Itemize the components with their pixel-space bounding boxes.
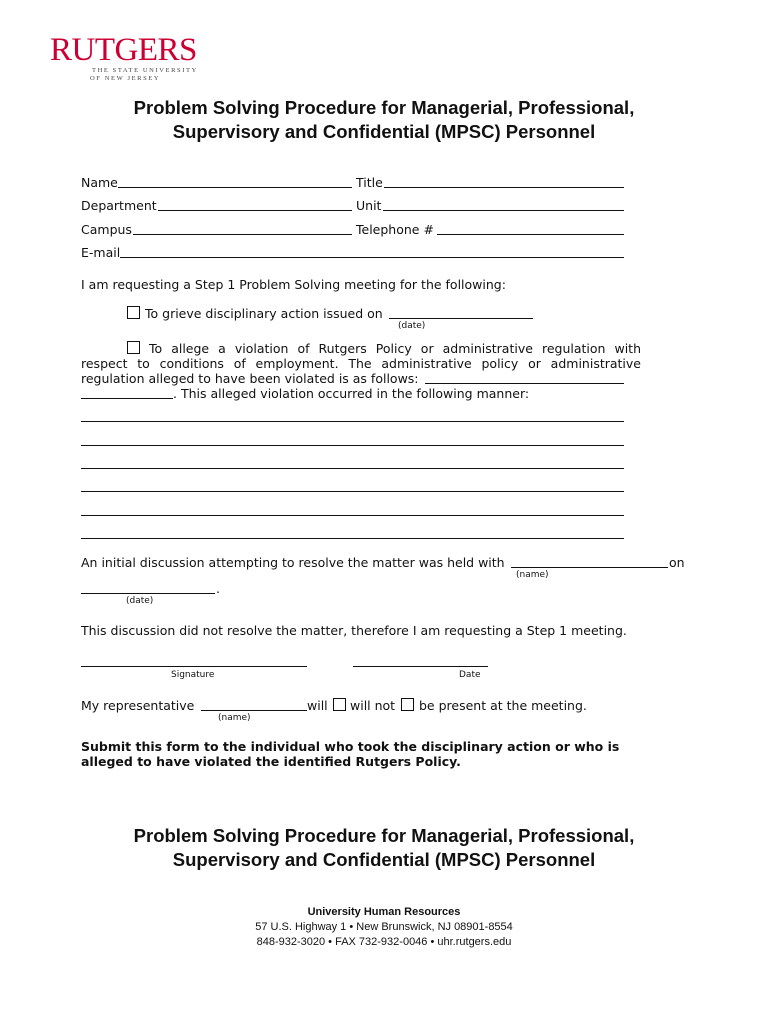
footer-org: University Human Resources	[307, 906, 461, 918]
policy-field-b[interactable]	[81, 398, 173, 399]
rutgers-logo	[50, 34, 198, 83]
discussion-period: .	[216, 581, 220, 596]
signature-caption: Signature	[171, 670, 215, 680]
manner-line-6[interactable]	[81, 538, 624, 539]
grieve-date-field[interactable]	[389, 318, 533, 319]
representative-name-field[interactable]	[201, 710, 307, 711]
will-checkbox[interactable]	[333, 698, 346, 711]
telephone-label: Telephone #	[356, 222, 434, 237]
not-resolved-text: This discussion did not resolve the matter, therefore I am requesting a Step 1 meeting.	[81, 623, 627, 638]
submit-note-line1: Submit this form to the individual who took the disciplinary action or who is	[81, 739, 620, 754]
discussion-date-caption: (date)	[126, 596, 154, 606]
footer-title	[0, 824, 768, 872]
allege-checkbox[interactable]	[127, 341, 140, 354]
allege-line3: regulation alleged to have been violated is as follows:	[81, 371, 419, 386]
signature-date-field[interactable]	[353, 666, 488, 667]
email-field[interactable]	[120, 257, 624, 258]
grieve-label: To grieve disciplinary action issued on	[145, 306, 383, 321]
manner-line-5[interactable]	[81, 515, 624, 516]
title-field[interactable]	[384, 187, 624, 188]
logo-wordmark: RUTGERS	[50, 32, 197, 68]
signature-field[interactable]	[81, 666, 307, 667]
discussion-name-caption: (name)	[516, 570, 549, 580]
logo-subtitle-line1: THE STATE UNIVERSITY	[92, 67, 198, 74]
allege-line4: . This alleged violation occurred in the following manner:	[173, 386, 530, 401]
page-title	[0, 96, 768, 144]
representative-name-caption: (name)	[218, 713, 251, 723]
manner-line-3[interactable]	[81, 468, 624, 469]
manner-line-4[interactable]	[81, 491, 624, 492]
title-label: Title	[356, 175, 383, 190]
submit-note	[81, 739, 619, 769]
footer-title-line1: Problem Solving Procedure for Managerial, Professional,	[133, 825, 635, 846]
name-label: Name	[81, 175, 118, 190]
will-not-label: will not	[350, 698, 396, 713]
logo-subtitle-line2: OF NEW JERSEY	[90, 75, 161, 82]
discussion-date-field[interactable]	[81, 593, 215, 594]
name-field[interactable]	[118, 187, 352, 188]
footer-title-line2: Supervisory and Confidential (MPSC) Personnel	[172, 849, 596, 870]
discussion-name-field[interactable]	[511, 567, 668, 568]
discussion-on: on	[669, 555, 685, 570]
email-label: E-mail	[81, 245, 121, 260]
submit-note-line2: alleged to have violated the identified Rutgers Policy.	[81, 754, 461, 769]
manner-line-2[interactable]	[81, 445, 624, 446]
signature-date-caption: Date	[459, 670, 481, 680]
campus-label: Campus	[81, 222, 132, 237]
department-field[interactable]	[158, 210, 352, 211]
unit-field[interactable]	[383, 210, 624, 211]
will-not-checkbox[interactable]	[401, 698, 414, 711]
unit-label: Unit	[356, 198, 382, 213]
request-text: I am requesting a Step 1 Problem Solving meeting for the following:	[81, 277, 506, 292]
footer-address: 57 U.S. Highway 1 • New Brunswick, NJ 08901-8554	[255, 921, 513, 933]
footer	[0, 905, 768, 950]
allege-line2: respect to conditions of employment. The administrative policy or administrative	[81, 356, 641, 371]
campus-field[interactable]	[133, 234, 352, 235]
footer-contact: 848-932-3020 • FAX 732-932-0046 • uhr.rutgers.edu	[256, 936, 512, 948]
grieve-date-caption: (date)	[398, 321, 426, 331]
representative-tail: be present at the meeting.	[419, 698, 587, 713]
policy-field-a[interactable]	[425, 383, 624, 384]
discussion-text: An initial discussion attempting to resolve the matter was held with	[81, 555, 505, 570]
representative-label: My representative	[81, 698, 195, 713]
department-label: Department	[81, 198, 157, 213]
allege-line1: To allege a violation of Rutgers Policy or administrative regulation with	[149, 341, 641, 356]
telephone-field[interactable]	[437, 234, 624, 235]
page-title-line2: Supervisory and Confidential (MPSC) Personnel	[172, 121, 596, 142]
grieve-checkbox[interactable]	[127, 306, 140, 319]
will-label: will	[307, 698, 328, 713]
manner-line-1[interactable]	[81, 421, 624, 422]
page-title-line1: Problem Solving Procedure for Managerial, Professional,	[133, 97, 635, 118]
